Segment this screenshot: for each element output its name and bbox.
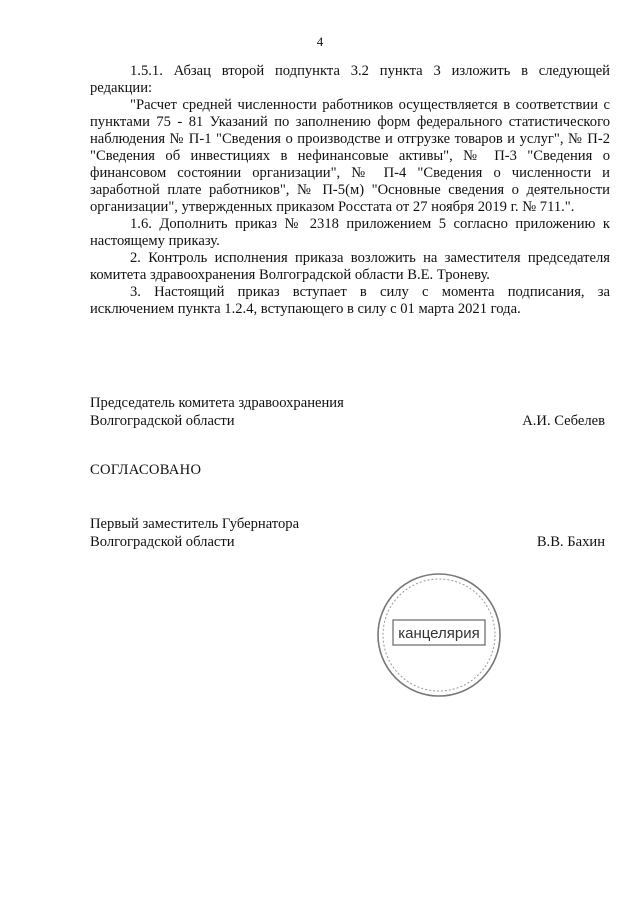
signature-position-line1: Первый заместитель Губернатора (90, 516, 300, 532)
stamp-text: канцелярия (398, 625, 480, 642)
paragraph-3: 3. Настоящий приказ вступает в силу с момента подписания, за исключением пункта 1.2.4, вступающего в силу с 01 марта 2021 года. (90, 284, 610, 317)
office-stamp (374, 570, 504, 700)
signature-position-line2: Волгоградской области (90, 534, 235, 550)
document-body (90, 63, 610, 318)
paragraph-1-6: 1.6. Дополнить приказ № 2318 приложением 5 согласно приложению к настоящему приказу. (90, 216, 610, 249)
signature-block-chairman (90, 394, 605, 430)
paragraph-1-5-1: 1.5.1. Абзац второй подпункта 3.2 пункта 3 изложить в следующей редакции: (90, 63, 610, 96)
signature-block-deputy-governor (90, 515, 605, 551)
page-number: 4 (316, 34, 324, 49)
agreed-label: СОГЛАСОВАНО (90, 462, 202, 478)
signature-name: В.В. Бахин (536, 534, 605, 550)
paragraph-quote: "Расчет средней численности работников осуществляется в соответствии с пунктами 75 - 81 Указаний по заполнению форм федерального статистического наблюдения № П-1 "Сведения о производстве и отгрузке товаров и услуг", № П-2 "Сведения об инвестициях в нефинансовые активы", № П-3 "Сведения о финансовом состоянии организации", № П-4 "Сведения о численности и заработной плате работников", № П-5(м) "Основные сведения о деятельности организации", утвержденных приказом Росстата от 27 ноября 2019 г. № 711.". (90, 97, 610, 215)
paragraph-2: 2. Контроль исполнения приказа возложить на заместителя председателя комитета здравоохранения Волгоградской области В.Е. Троневу. (90, 250, 610, 283)
signature-position-line2: Волгоградской области (90, 413, 235, 429)
signature-name: А.И. Себелев (522, 413, 605, 429)
signature-position-line1: Председатель комитета здравоохранения (90, 395, 344, 411)
